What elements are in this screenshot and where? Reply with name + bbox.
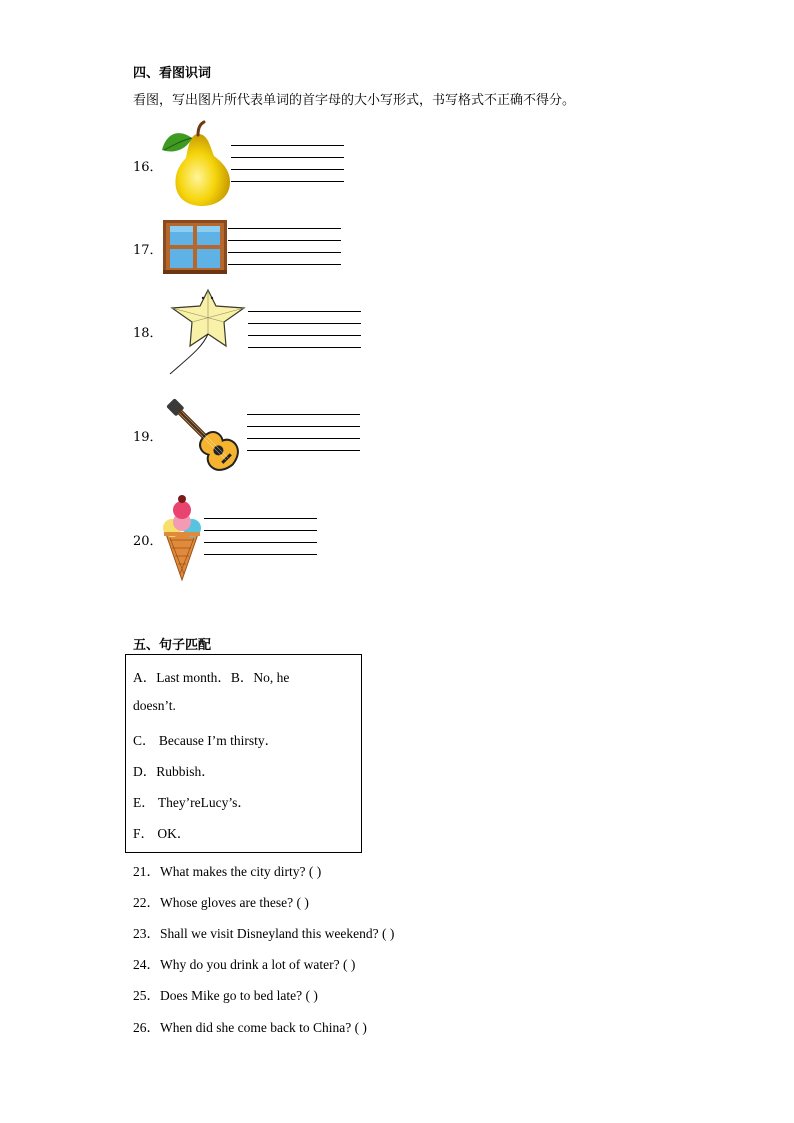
question-21 [133,860,321,880]
item-number: 16． [133,160,163,175]
question-24 [133,953,355,973]
question-number: 21． [133,864,160,879]
question-25 [133,984,318,1004]
window-icon [163,220,228,275]
option-line: E． They’reLucy’s． [133,795,251,810]
guitar-icon [163,396,247,478]
item-number: 20． [133,534,163,549]
question-26 [133,1016,367,1036]
item-number: 18． [133,326,163,341]
question-23 [133,922,394,942]
option-line: doesn’t. [133,698,176,713]
section4-instruction: 看图，写出图片所代表单词的首字母的大小写形式，书写格式不正确不得分。 [133,93,576,108]
section5-title: 五、句子匹配 [133,638,212,653]
option-line: F． OK． [133,826,191,841]
question-text: When did she come back to China? ( ) [160,1020,367,1035]
kite-icon [168,288,248,376]
question-text: Shall we visit Disneyland this weekend? ( ) [160,926,395,941]
question-22 [133,891,309,911]
option-line: A．Last month．B．No, he [133,670,290,685]
question-text: Does Mike go to bed late? ( ) [160,988,318,1003]
section4-title: 四、看图识词 [133,66,212,81]
ice-cream-icon [160,494,205,582]
question-number: 24． [133,957,160,972]
question-number: 22． [133,895,160,910]
option-line: D．Rubbish． [133,764,215,779]
question-text: What makes the city dirty? ( ) [160,864,322,879]
question-number: 23． [133,926,160,941]
item-number: 19． [133,430,163,445]
question-text: Why do you drink a lot of water? ( ) [160,957,356,972]
option-line: C． Because I’m thirsty． [133,733,279,748]
question-text: Whose gloves are these? ( ) [160,895,309,910]
item-number: 17． [133,243,163,258]
question-number: 25． [133,988,160,1003]
question-number: 26． [133,1020,160,1035]
pear-icon [160,120,235,208]
